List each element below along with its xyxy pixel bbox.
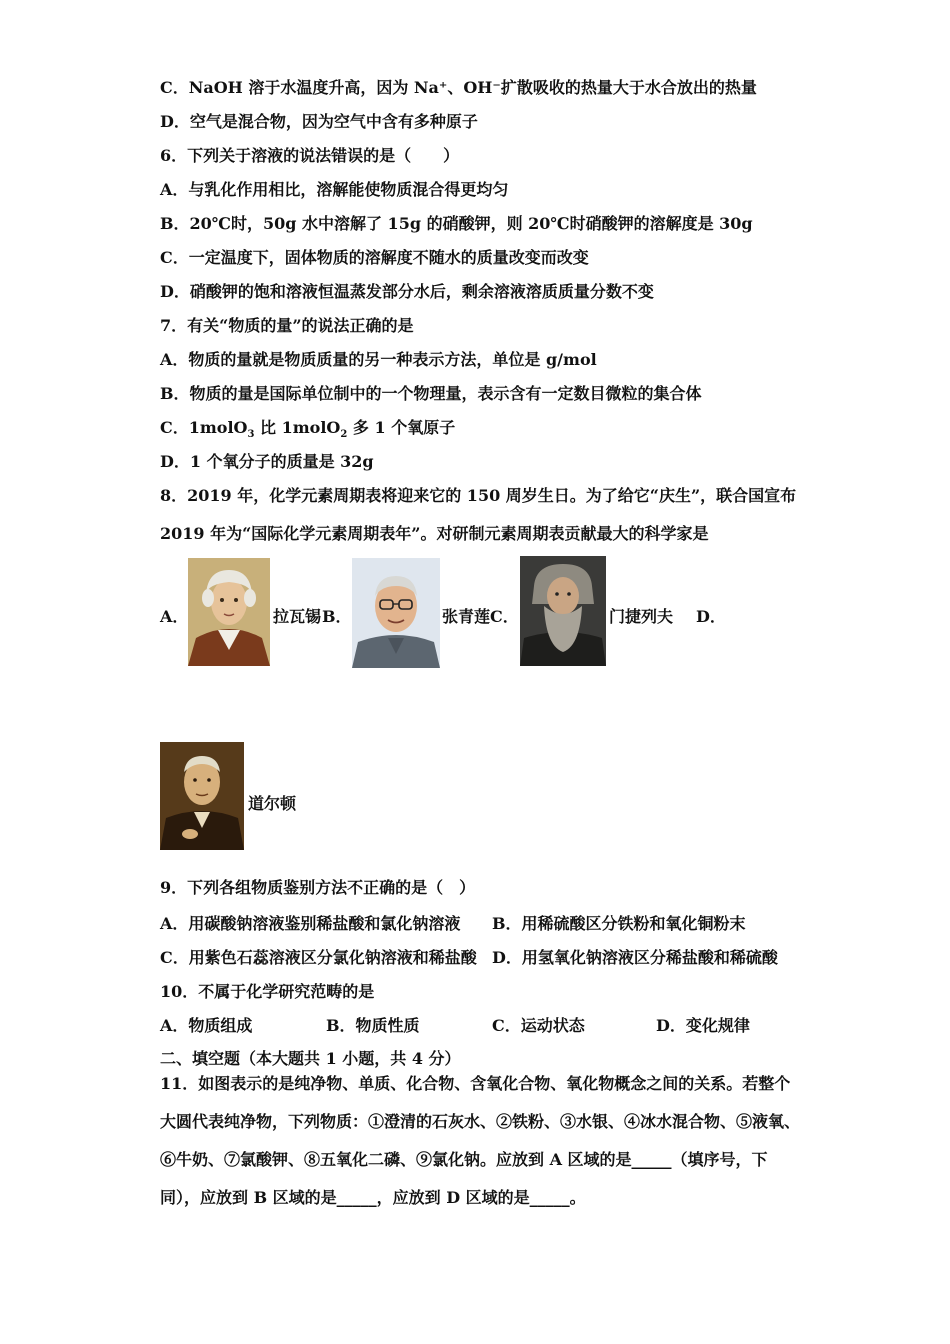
q9-option-c: C．用紫色石蕊溶液区分氯化钠溶液和稀盐酸 [160, 948, 477, 967]
q8-option-c-label: C． [490, 607, 519, 626]
q6-option-c: C．一定温度下，固体物质的溶解度不随水的质量改变而改变 [160, 248, 589, 267]
dalton-portrait [160, 742, 244, 850]
q9-option-d: D．用氢氧化钠溶液区分稀盐酸和稀硫酸 [492, 948, 778, 967]
q6-option-a: A．与乳化作用相比，溶解能使物质混合得更均匀 [160, 180, 509, 199]
q10-stem: 10．不属于化学研究范畴的是 [160, 982, 375, 1001]
q8-option-d-name: 道尔顿 [248, 794, 297, 813]
q8-option-d-label: D． [696, 607, 726, 626]
q10-option-a: A．物质组成 [160, 1016, 253, 1035]
q10-option-d: D．变化规律 [656, 1016, 750, 1035]
q11-line3: ⑥牛奶、⑦氯酸钾、⑧五氧化二磷、⑨氯化钠。应放到 A 区域的是_____（填序号，下 [160, 1150, 768, 1169]
q9-stem: 9．下列各组物质鉴别方法不正确的是（ ） [160, 878, 476, 897]
lavoisier-portrait [188, 558, 270, 666]
q8-option-a-name: 拉瓦锡 [273, 607, 322, 626]
q10-option-b: B．物质性质 [326, 1016, 420, 1035]
q7-option-c: C．1molO$_3$ 比 1molO$_2$ 多 1 个氧原子 [160, 418, 456, 441]
q8-option-b-label: B． [322, 607, 352, 626]
q9-option-a: A．用碳酸钠溶液鉴别稀盐酸和氯化钠溶液 [160, 914, 461, 933]
q6-option-d: D．硝酸钾的饱和溶液恒温蒸发部分水后，剩余溶液溶质质量分数不变 [160, 282, 654, 301]
q7-option-a: A．物质的量就是物质质量的另一种表示方法，单位是 g/mol [160, 350, 597, 369]
q9-option-b: B．用稀硫酸区分铁粉和氧化铜粉末 [492, 914, 746, 933]
q7-stem: 7．有关“物质的量”的说法正确的是 [160, 316, 414, 335]
q8-stem-line1: 8．2019 年，化学元素周期表将迎来它的 150 周岁生日。为了给它“庆生”，联合国宣布 [160, 486, 797, 505]
q8-stem-line2: 2019 年为“国际化学元素周期表年”。对研制元素周期表贡献最大的科学家是 [160, 524, 709, 543]
q5-option-d: D．空气是混合物，因为空气中含有多种原子 [160, 112, 478, 131]
q8-option-a-label: A． [160, 607, 189, 626]
q11-line2: 大圆代表纯净物，下列物质：①澄清的石灰水、②铁粉、③水银、④冰水混合物、⑤液氧、 [160, 1112, 801, 1131]
zhang-qinglian-portrait [352, 558, 440, 668]
q8-option-c-name: 门捷列夫 [609, 607, 674, 626]
q11-line4: 同），应放到 B 区域的是_____，应放到 D 区域的是_____。 [160, 1188, 586, 1207]
q6-stem: 6．下列关于溶液的说法错误的是（ ） [160, 146, 460, 165]
q11-line1: 11．如图表示的是纯净物、单质、化合物、含氧化合物、氧化物概念之间的关系。若整个 [160, 1074, 791, 1093]
mendeleev-portrait [520, 556, 606, 666]
q8-option-b-name: 张青莲 [442, 607, 491, 626]
section-heading: 二、填空题（本大题共 1 小题，共 4 分） [160, 1049, 461, 1068]
q7-option-b: B．物质的量是国际单位制中的一个物理量，表示含有一定数目微粒的集合体 [160, 384, 702, 403]
q7-option-d: D．1 个氧分子的质量是 32g [160, 452, 374, 471]
q5-option-c: C．NaOH 溶于水温度升高，因为 Na⁺、OH⁻扩散吸收的热量大于水合放出的热量 [160, 78, 757, 97]
q10-option-c: C．运动状态 [492, 1016, 585, 1035]
q6-option-b: B．20℃时，50g 水中溶解了 15g 的硝酸钾，则 20℃时硝酸钾的溶解度是 30g [160, 214, 753, 233]
